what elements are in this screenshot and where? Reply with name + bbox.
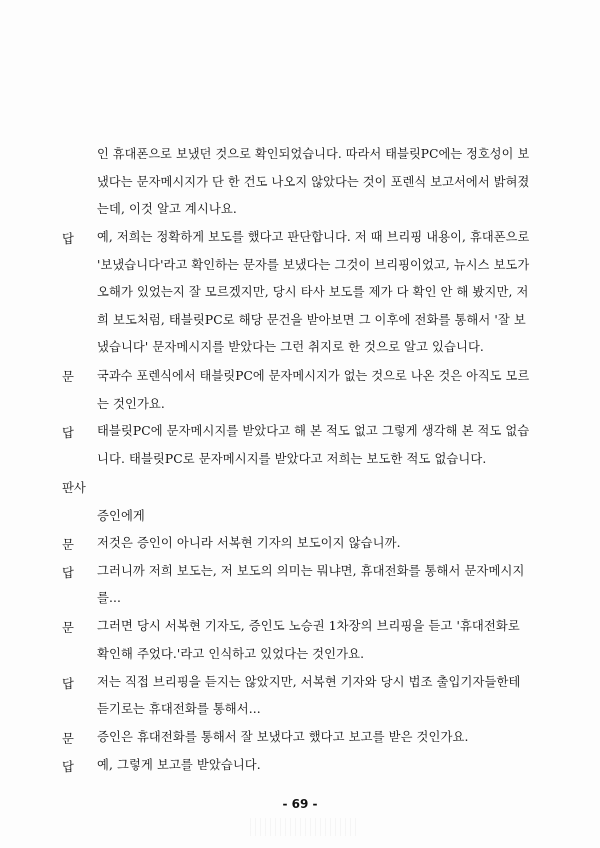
text-line: 그러면 당시 서복현 기자도, 증인도 노승권 1차장의 브리핑을 듣고 '휴대전화로: [97, 619, 520, 633]
speaker-marker-judge: 판사: [62, 481, 86, 495]
speaker-marker-question: 문: [62, 370, 74, 384]
page-number: - 69 -: [282, 797, 318, 811]
text-line: 오해가 있었는지 잘 모르겠지만, 당시 타사 보도를 제가 다 확인 안 해 봤지만, 저: [97, 285, 529, 299]
text-line: 희 보도처럼, 태블릿PC로 해당 문건을 받아보면 그 이후에 전화를 통해서 '잘 보: [97, 313, 526, 327]
speaker-marker-answer: 답: [62, 677, 74, 691]
text-line: 국과수 포렌식에서 태블릿PC에 문자메시지가 없는 것으로 나온 것은 아직도 모르: [97, 369, 530, 383]
text-line: 증인에게: [97, 509, 145, 523]
text-line: 냈다는 문자메시지가 단 한 건도 나오지 않았다는 것이 포렌식 보고서에서 밝혀졌: [97, 175, 530, 189]
speaker-marker-question: 문: [62, 732, 74, 746]
text-line: 예, 그렇게 보고를 받았습니다.: [97, 758, 261, 772]
speaker-marker-question: 문: [62, 538, 74, 552]
text-line: 는데, 이것 알고 계시나요.: [97, 202, 237, 216]
text-line: 저는 직접 브리핑을 듣지는 않았지만, 서복현 기자와 당시 법조 출입기자들한테: [97, 675, 521, 689]
scan-artifact: [250, 818, 360, 836]
text-line: 는 것인가요.: [97, 397, 165, 411]
text-line: 를...: [97, 591, 122, 605]
text-line: 저것은 증인이 아니라 서복현 기자의 보도이지 않습니까.: [97, 536, 401, 550]
text-line: 니다. 태블릿PC로 문자메시지를 받았다고 저희는 보도한 적도 없습니다.: [97, 452, 487, 466]
text-line: 그러니까 저희 보도는, 저 보도의 의미는 뭐냐면, 휴대전화를 통해서 문자메시지: [97, 564, 525, 578]
speaker-marker-answer: 답: [62, 232, 74, 246]
text-line: 태블릿PC에 문자메시지를 받았다고 해 본 적도 없고 그렇게 생각해 본 적도 없습: [97, 424, 530, 438]
speaker-marker-question: 문: [62, 621, 74, 635]
text-line: 증인은 휴대전화를 통해서 잘 보냈다고 했다고 보고를 받은 것인가요.: [97, 730, 469, 744]
speaker-marker-answer: 답: [62, 760, 74, 774]
speaker-marker-answer: 답: [62, 566, 74, 580]
speaker-marker-answer: 답: [62, 426, 74, 440]
text-line: 듣기로는 휴대전화를 통해서...: [97, 702, 261, 716]
text-line: 인 휴대폰으로 보냈던 것으로 확인되었습니다. 따라서 태블릿PC에는 정호성이 보: [97, 147, 530, 161]
text-line: 예, 저희는 정확하게 보도를 했다고 판단합니다. 저 때 브리핑 내용이, 휴대폰으로: [97, 230, 530, 244]
text-line: '보냈습니다'라고 확인하는 문자를 보냈다는 그것이 브리핑이었고, 뉴시스 보도가: [97, 258, 530, 272]
text-line: 확인해 주었다.'라고 인식하고 있었다는 것인가요.: [97, 647, 365, 661]
text-line: 냈습니다' 문자메시지를 받았다는 그런 취지로 한 것으로 알고 있습니다.: [97, 340, 484, 354]
